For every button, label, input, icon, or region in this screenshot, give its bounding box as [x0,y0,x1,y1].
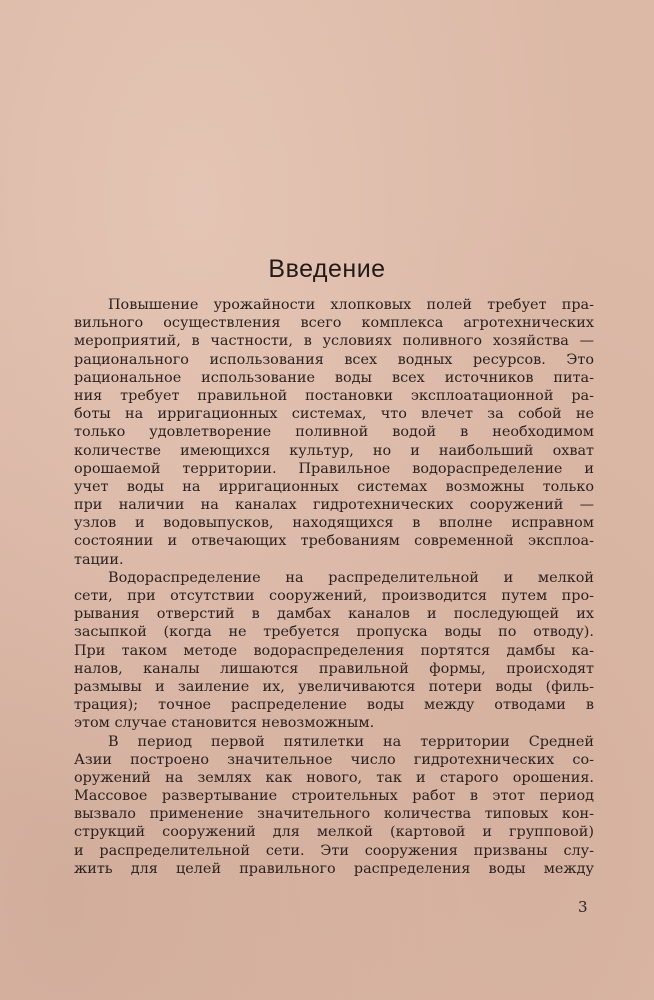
text-line: мероприятий, в частности, в условиях поливного хозяйства — [74,333,594,350]
text-line: тации. [74,551,124,568]
text-line: учет воды на ирригационных системах возможны только [74,478,594,495]
text-line: сети, при отсутствии сооружений, производится путем про- [74,588,594,604]
page-title: Введение [268,255,386,283]
text-line: размывы и заиление их, увеличиваются потери воды (филь- [74,678,594,695]
text-line: трация); точное распределение воды между отводами в [74,697,594,714]
text-line: боты на ирригационных системах, что влечет за собой не [74,406,594,423]
text-line: орошаемой территории. Правильное водораспределение и [74,460,594,477]
text-line: рационального использования всех водных ресурсов. Это [74,351,594,368]
text-line: вызвало применение значительного количества типовых кон- [74,806,594,823]
body-text [74,296,594,878]
text-line: рациональное использование воды всех источников пита- [74,369,594,386]
text-line: только удовлетворение поливной водой в необходимом [74,424,594,441]
text-line: При таком методе водораспределения портятся дамбы ка- [74,642,594,659]
text-line: Азии построено значительное число гидротехнических со- [74,751,594,768]
text-line: при наличии на каналах гидротехнических сооружений — [74,497,594,514]
text-line: количестве имеющихся культур, но и наибольший охват [74,442,594,459]
text-line: узлов и водовыпусков, находящихся в вполне исправном [74,515,594,532]
page-number: 3 [578,898,588,916]
text-line: состоянии и отвечающих требованиям современной эксплоа- [74,533,594,550]
text-line: ния требует правильной постановки эксплоатационной ра- [74,387,594,404]
text-line: жить для целей правильного распределения воды между [74,860,594,877]
text-line: налов, каналы лишаются правильной формы, происходят [74,660,594,677]
text-line: этом случае становится невозможным. [74,715,375,732]
text-line: засыпкой (когда не требуется пропуска воды по отводу). [74,624,594,641]
text-line: струкций сооружений для мелкой (картовой и групповой) [74,824,594,841]
text-line: рывания отверстий в дамбах каналов и последующей их [74,606,594,623]
text-line: Водораспределение на распределительной и мелкой [108,569,594,586]
text-line: оружений на землях как нового, так и старого орошения. [74,769,594,786]
text-line: Массовое развертывание строительных работ в этот период [74,788,594,805]
text-line: вильного осуществления всего комплекса агротехнических [74,315,594,332]
text-line: и распределительной сети. Эти сооружения призваны слу- [74,842,594,859]
text-line: В период первой пятилетки на территории Средней [108,733,594,750]
text-line: Повышение урожайности хлопковых полей требует пра- [108,297,594,313]
